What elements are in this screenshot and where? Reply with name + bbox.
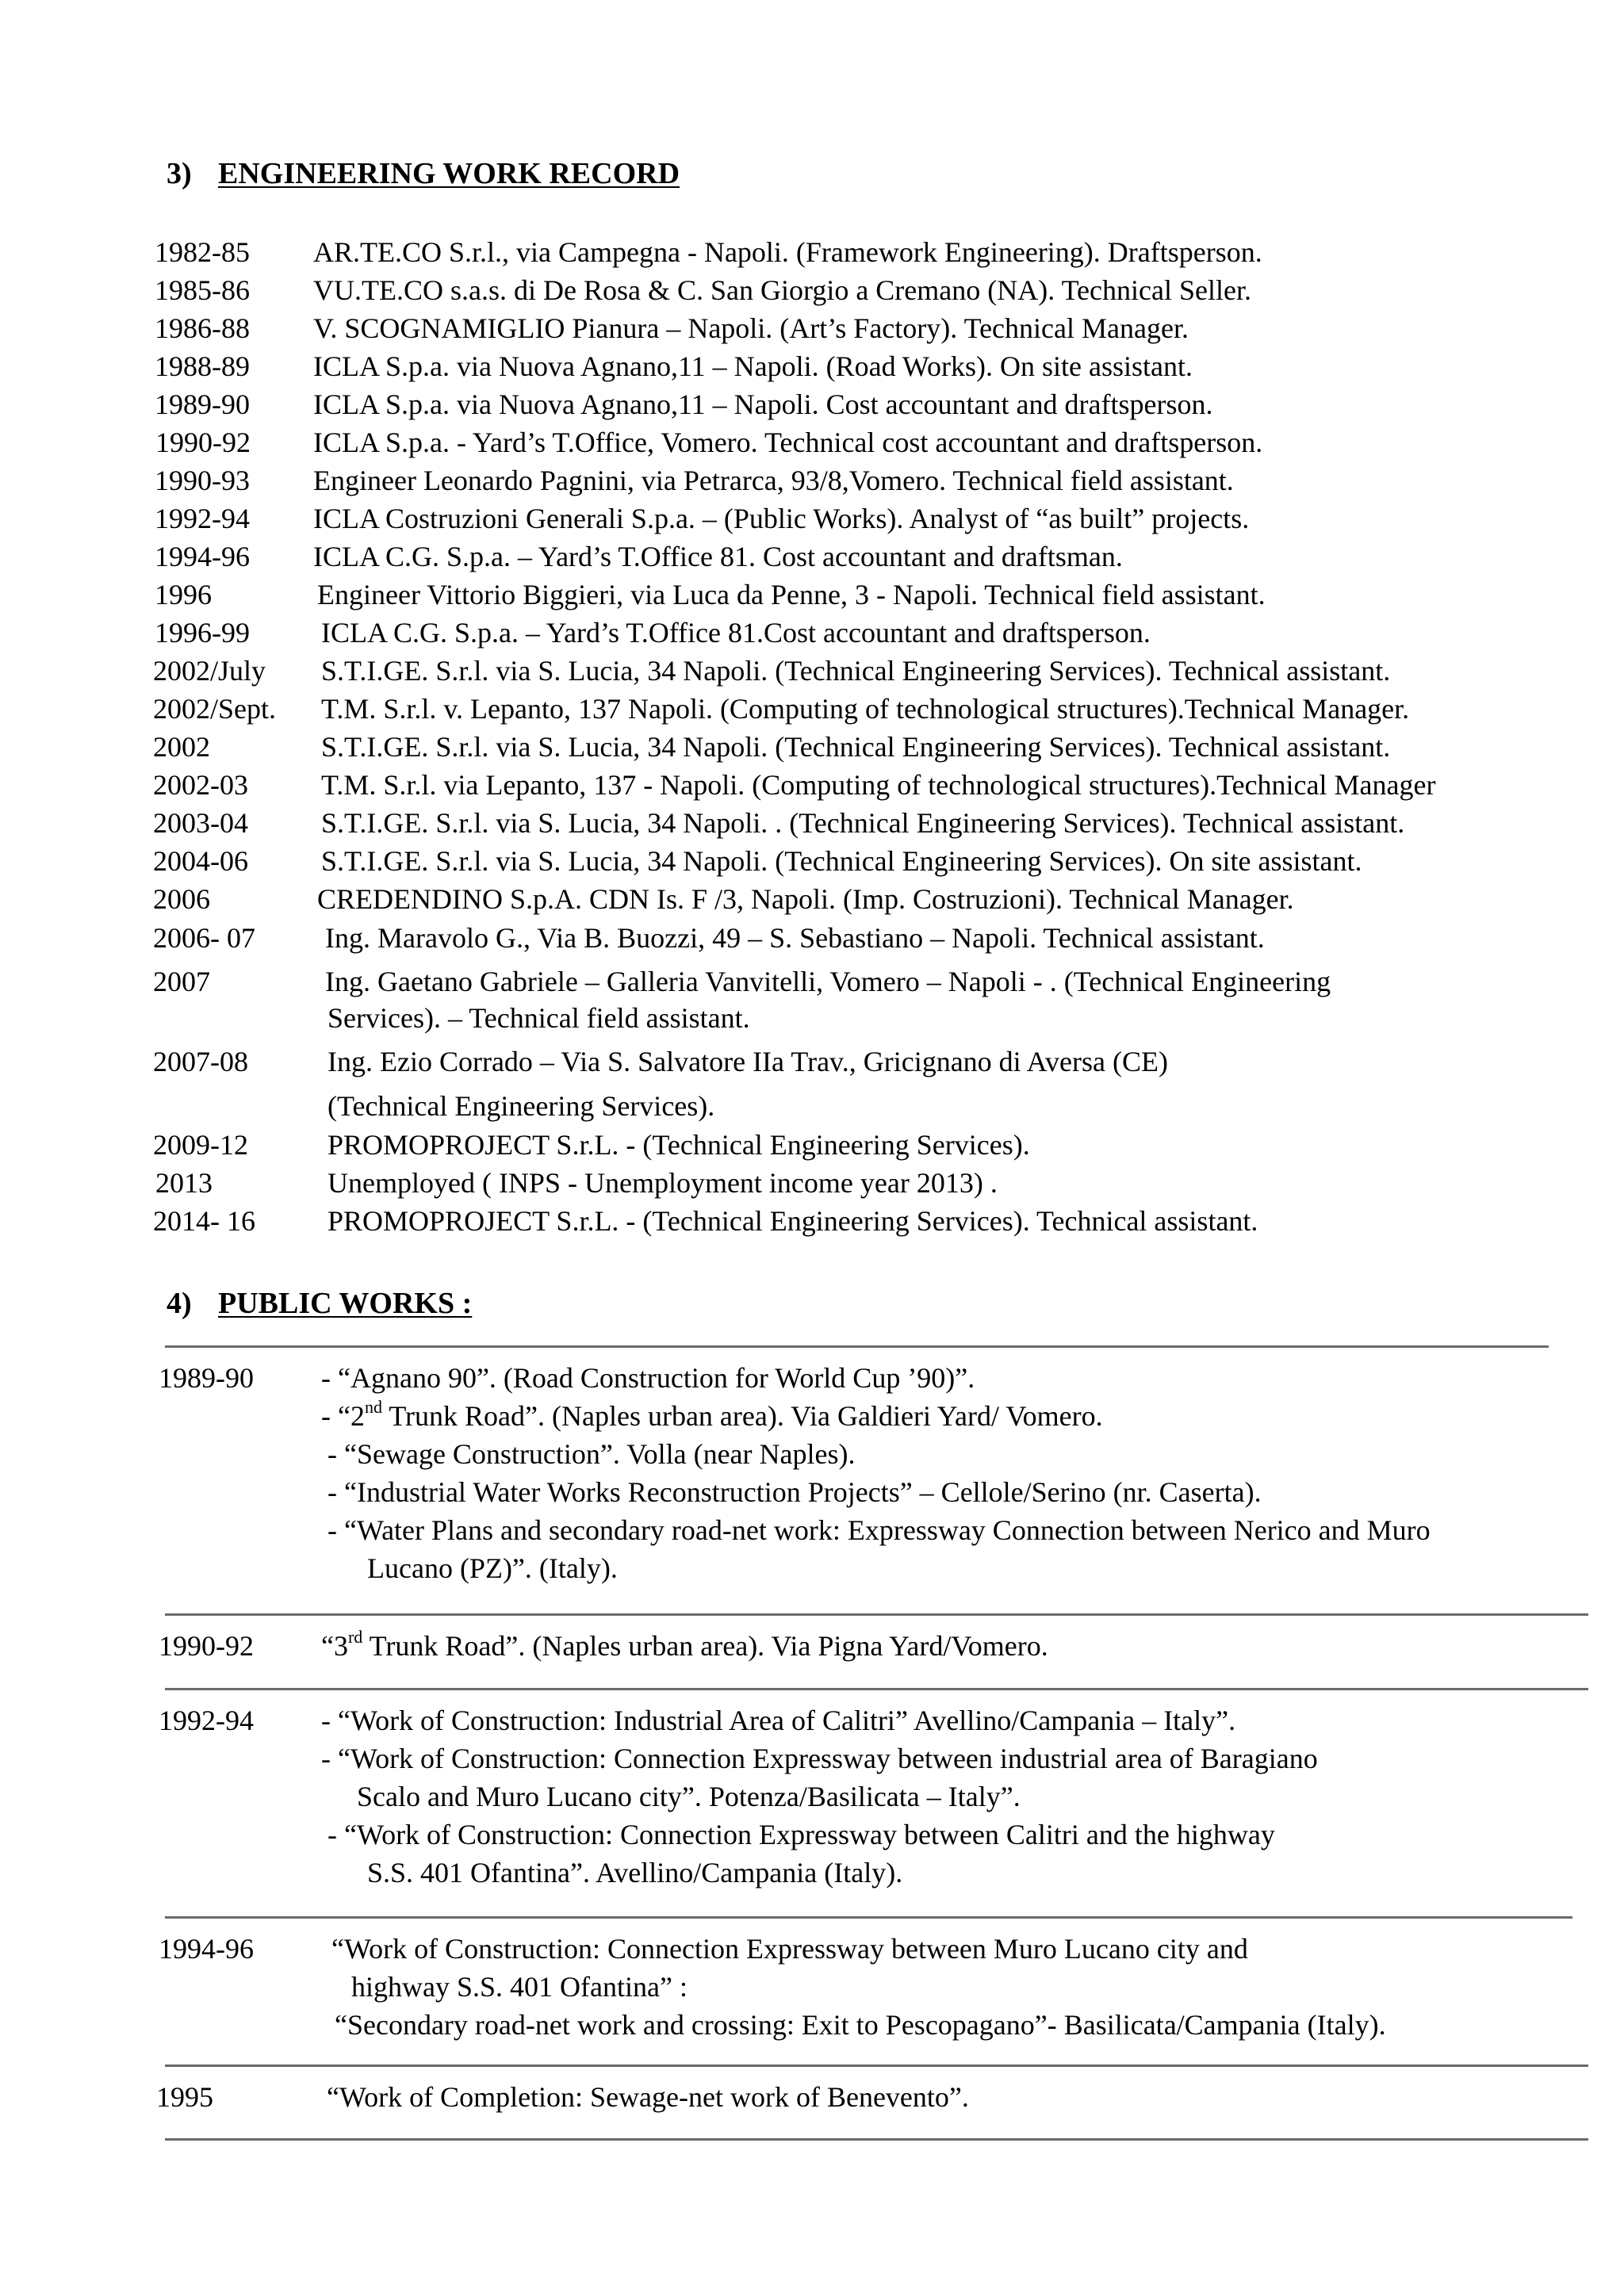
public-works-line: Lucano (PZ)”. (Italy). bbox=[367, 1552, 618, 1584]
work-record-year: 1988-89 bbox=[155, 350, 250, 382]
public-works-line: - “Water Plans and secondary road-net work: Expressway Connection between Nerico and Muro bbox=[327, 1514, 1431, 1546]
work-record-description: ICLA S.p.a. via Nuova Agnano,11 – Napoli. Cost accountant and draftsperson. bbox=[313, 388, 1213, 420]
line-text-after: Trunk Road”. (Naples urban area). Via Galdieri Yard/ Vomero. bbox=[381, 1400, 1103, 1432]
work-record-year: 1985-86 bbox=[155, 274, 250, 306]
work-record-description: Unemployed ( INPS - Unemployment income year 2013) . bbox=[327, 1167, 998, 1199]
work-record-description: CREDENDINO S.p.A. CDN Is. F /3, Napoli. (Imp. Costruzioni). Technical Manager. bbox=[317, 883, 1294, 915]
work-record-year: 2007 bbox=[153, 966, 210, 997]
work-record-description: Ing. Ezio Corrado – Via S. Salvatore IIa Trav., Gricignano di Aversa (CE) bbox=[327, 1046, 1168, 1077]
work-record-year: 2002-03 bbox=[153, 769, 248, 801]
work-record-year: 1990-93 bbox=[155, 465, 250, 496]
work-record-description: Engineer Vittorio Biggieri, via Luca da Penne, 3 - Napoli. Technical field assistant. bbox=[317, 579, 1266, 610]
work-record-description: ICLA C.G. S.p.a. – Yard’s T.Office 81. Cost accountant and draftsman. bbox=[313, 541, 1123, 572]
ordinal-suffix: nd bbox=[364, 1397, 382, 1417]
public-works-year: 1989-90 bbox=[159, 1362, 254, 1394]
work-record-year: 2004-06 bbox=[153, 845, 248, 877]
work-record-description: S.T.I.GE. S.r.l. via S. Lucia, 34 Napoli. (Technical Engineering Services). Technical assistant. bbox=[321, 655, 1391, 687]
public-works-year: 1992-94 bbox=[159, 1705, 254, 1736]
work-record-description: PROMOPROJECT S.r.L. - (Technical Engineering Services). bbox=[327, 1129, 1030, 1161]
public-works-line: - “Sewage Construction”. Volla (near Naples). bbox=[327, 1438, 856, 1470]
public-works-line: S.S. 401 Ofantina”. Avellino/Campania (Italy). bbox=[367, 1857, 903, 1888]
work-record-year: 1986-88 bbox=[155, 312, 250, 344]
public-works-year: 1994-96 bbox=[159, 1933, 254, 1965]
work-record-year: 2006 bbox=[153, 883, 210, 915]
work-record-year: 2002 bbox=[153, 731, 210, 763]
public-works-year: 1990-92 bbox=[159, 1630, 254, 1662]
public-works-line: - “Work of Construction: Industrial Area of Calitri” Avellino/Campania – Italy”. bbox=[321, 1705, 1236, 1736]
work-record-description: Ing. Maravolo G., Via B. Buozzi, 49 – S. Sebastiano – Napoli. Technical assistant. bbox=[325, 922, 1265, 954]
section-4-heading bbox=[167, 1288, 472, 1318]
divider-line bbox=[165, 1916, 1572, 1919]
work-record-description: (Technical Engineering Services). bbox=[327, 1090, 715, 1122]
ordinal-suffix: rd bbox=[347, 1627, 363, 1647]
work-record-description: S.T.I.GE. S.r.l. via S. Lucia, 34 Napoli. (Technical Engineering Services). Technical assistant. bbox=[321, 731, 1391, 763]
work-record-description: PROMOPROJECT S.r.L. - (Technical Engineering Services). Technical assistant. bbox=[327, 1205, 1258, 1237]
work-record-year: 1994-96 bbox=[155, 541, 250, 572]
line-text-before: - “2 bbox=[321, 1400, 365, 1432]
work-record-description: V. SCOGNAMIGLIO Pianura – Napoli. (Art’s Factory). Technical Manager. bbox=[313, 312, 1189, 344]
work-record-description: T.M. S.r.l. v. Lepanto, 137 Napoli. (Computing of technological structures).Technical Manager. bbox=[321, 693, 1410, 725]
public-works-line bbox=[321, 1397, 1103, 1432]
divider-line bbox=[165, 2064, 1588, 2067]
public-works-line: - “Agnano 90”. (Road Construction for World Cup ’90)”. bbox=[321, 1362, 975, 1394]
divider-line bbox=[165, 1613, 1588, 1616]
public-works-line: “Work of Completion: Sewage-net work of Benevento”. bbox=[327, 2081, 969, 2113]
line-text-after: Trunk Road”. (Naples urban area). Via Pigna Yard/Vomero. bbox=[362, 1630, 1048, 1662]
public-works-line: highway S.S. 401 Ofantina” : bbox=[351, 1971, 688, 2003]
work-record-year: 2014- 16 bbox=[153, 1205, 255, 1237]
work-record-description: T.M. S.r.l. via Lepanto, 137 - Napoli. (Computing of technological structures).Technical Manager bbox=[321, 769, 1436, 801]
work-record-year: 2006- 07 bbox=[153, 922, 255, 954]
work-record-description: S.T.I.GE. S.r.l. via S. Lucia, 34 Napoli. (Technical Engineering Services). On site assistant. bbox=[321, 845, 1362, 877]
work-record-description: Engineer Leonardo Pagnini, via Petrarca, 93/8,Vomero. Technical field assistant. bbox=[313, 465, 1234, 496]
section-3-number: 3) bbox=[167, 157, 192, 190]
public-works-line: “Work of Construction: Connection Expressway between Muro Lucano city and bbox=[331, 1933, 1248, 1965]
work-record-year: 1990-92 bbox=[155, 427, 251, 458]
public-works-line: Scalo and Muro Lucano city”. Potenza/Basilicata – Italy”. bbox=[357, 1781, 1021, 1812]
work-record-year: 2002/Sept. bbox=[153, 693, 277, 725]
work-record-year: 1982-85 bbox=[155, 236, 250, 268]
work-record-year: 2003-04 bbox=[153, 807, 248, 839]
work-record-year: 1989-90 bbox=[155, 388, 250, 420]
work-record-year: 2007-08 bbox=[153, 1046, 248, 1077]
public-works-year: 1995 bbox=[156, 2081, 213, 2113]
divider-line bbox=[165, 1345, 1549, 1348]
work-record-description: ICLA S.p.a. - Yard’s T.Office, Vomero. Technical cost accountant and draftsperson. bbox=[313, 427, 1263, 458]
work-record-description: AR.TE.CO S.r.l., via Campegna - Napoli. (Framework Engineering). Draftsperson. bbox=[313, 236, 1262, 268]
work-record-year: 1996 bbox=[155, 579, 212, 610]
section-3-heading bbox=[167, 159, 680, 189]
work-record-year: 2009-12 bbox=[153, 1129, 248, 1161]
line-text-before: “3 bbox=[321, 1630, 348, 1662]
work-record-description: Services). – Technical field assistant. bbox=[327, 1002, 750, 1034]
work-record-description: Ing. Gaetano Gabriele – Galleria Vanvitelli, Vomero – Napoli - . (Technical Engineering bbox=[325, 966, 1331, 997]
work-record-description: ICLA S.p.a. via Nuova Agnano,11 – Napoli. (Road Works). On site assistant. bbox=[313, 350, 1193, 382]
section-4-title: PUBLIC WORKS : bbox=[218, 1287, 473, 1320]
work-record-year: 2002/July bbox=[153, 655, 266, 687]
public-works-line: - “Work of Construction: Connection Expressway between industrial area of Baragiano bbox=[321, 1743, 1318, 1774]
work-record-description: VU.TE.CO s.a.s. di De Rosa & C. San Giorgio a Cremano (NA). Technical Seller. bbox=[313, 274, 1251, 306]
public-works-line: “Secondary road-net work and crossing: Exit to Pescopagano”- Basilicata/Campania (Italy). bbox=[335, 2009, 1386, 2041]
section-3-title: ENGINEERING WORK RECORD bbox=[218, 157, 680, 190]
work-record-description: ICLA C.G. S.p.a. – Yard’s T.Office 81.Cost accountant and draftsperson. bbox=[321, 617, 1151, 649]
work-record-year: 1996-99 bbox=[155, 617, 250, 649]
public-works-line: - “Industrial Water Works Reconstruction Projects” – Cellole/Serino (nr. Caserta). bbox=[327, 1476, 1262, 1508]
divider-line bbox=[165, 1688, 1588, 1690]
work-record-year: 2013 bbox=[155, 1167, 213, 1199]
work-record-description: S.T.I.GE. S.r.l. via S. Lucia, 34 Napoli. . (Technical Engineering Services). Technical assistant. bbox=[321, 807, 1405, 839]
public-works-line: - “Work of Construction: Connection Expressway between Calitri and the highway bbox=[327, 1819, 1275, 1850]
divider-line bbox=[165, 2138, 1588, 2141]
work-record-description: ICLA Costruzioni Generali S.p.a. – (Public Works). Analyst of “as built” projects. bbox=[313, 503, 1250, 534]
work-record-year: 1992-94 bbox=[155, 503, 250, 534]
section-4-number: 4) bbox=[167, 1287, 192, 1320]
public-works-line bbox=[321, 1627, 1048, 1662]
